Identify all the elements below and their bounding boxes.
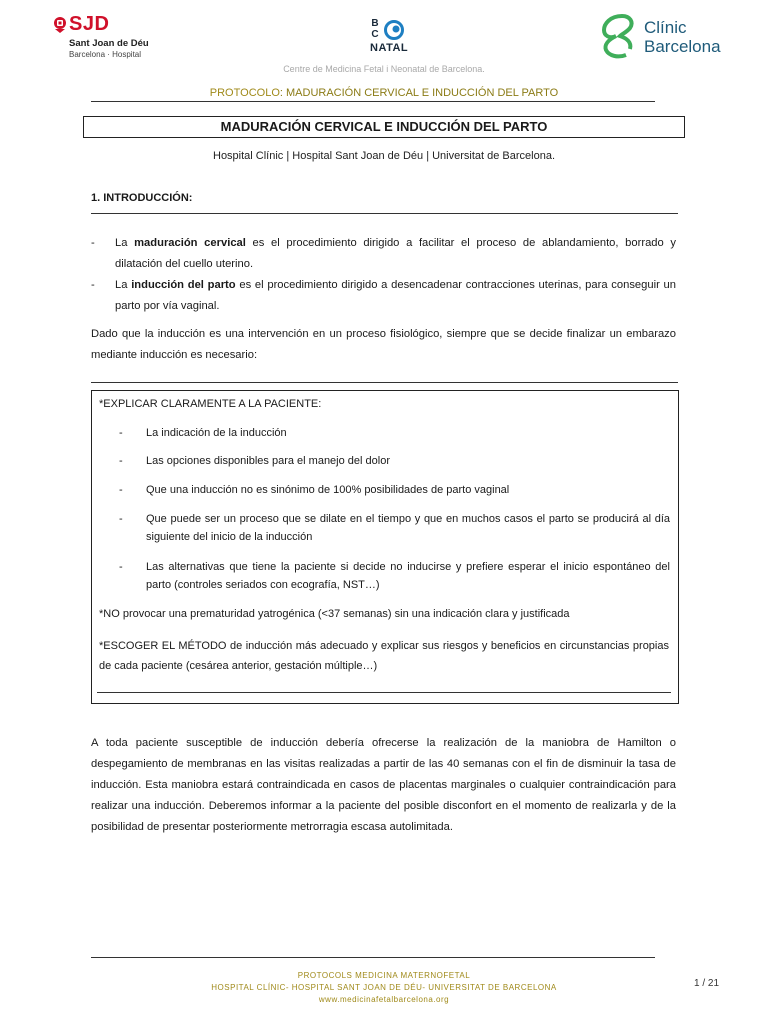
hospitals-line: Hospital Clínic | Hospital Sant Joan de Déu | Universitat de Barcelona.: [213, 150, 555, 162]
checklist-item: Que una inducción no es sinónimo de 100% posibilidades de parto vaginal: [146, 484, 510, 496]
document-title: MADURACIÓN CERVICAL E INDUCCIÓN DEL PARTO: [83, 116, 685, 138]
bcnatal-logo: [366, 18, 426, 58]
footer-line-2: HOSPITAL CLÍNIC- HOSPITAL SANT JOAN DE DÉU- UNIVERSITAT DE BARCELONA: [211, 983, 557, 992]
center-subtitle: Centre de Medicina Fetal i Neonatal de Barcelona.: [283, 64, 485, 74]
intro-rule: [91, 382, 678, 383]
bcnatal-wordmark: NATAL: [370, 42, 409, 54]
patient-explanation-box: [91, 390, 679, 704]
bcnatal-letter-c: C: [371, 29, 379, 40]
definition-term: maduración cervical: [134, 237, 246, 249]
checklist-item: Que puede ser un proceso que se dilate en el tiempo y que en muchos casos el parto se producirá al día siguiente del inicio de la inducción: [146, 513, 670, 543]
dash-marker: -: [119, 484, 123, 496]
bcnatal-eye-icon: [383, 20, 405, 40]
clinic-name: Clínic: [644, 18, 687, 37]
section-rule: [91, 213, 678, 214]
box-note-prematurity: *NO provocar una prematuridad yatrogénica (<37 semanas) sin una indicación clara y justificada: [99, 608, 570, 620]
footer-website-link[interactable]: www.medicinafetalbarcelona.org: [318, 995, 450, 1004]
definition-item: [91, 275, 676, 317]
definition-pre: La: [115, 279, 132, 291]
bcnatal-letter-b: B: [371, 18, 379, 29]
definition-text: [115, 233, 676, 275]
checklist-item: Las opciones disponibles para el manejo del dolor: [146, 455, 390, 467]
checklist-item: La indicación de la inducción: [146, 427, 287, 439]
clinic-city: Barcelona: [644, 37, 721, 56]
box-inner-rule: [97, 692, 671, 693]
intro-paragraph: Dado que la inducción es una intervención en un proceso fisiológico, siempre que se decide finalizar un embarazo mediante inducción es necesario:: [91, 328, 676, 361]
dash-marker: -: [119, 427, 123, 439]
clinic-logo: [600, 12, 740, 62]
protocol-title: MADURACIÓN CERVICAL E INDUCCIÓN DEL PARTO: [286, 87, 559, 99]
section-heading: 1. INTRODUCCIÓN:: [91, 192, 193, 204]
protocol-separator: :: [279, 87, 286, 99]
sjd-logo: [52, 14, 162, 62]
definition-pre: La: [115, 237, 135, 249]
sjd-emblem-icon: [52, 16, 68, 34]
protocol-prefix: PROTOCOLO: [209, 87, 280, 99]
sjd-name: Sant Joan de Déu: [69, 38, 149, 49]
definition-text: [115, 275, 676, 317]
box-heading: *EXPLICAR CLARAMENTE A LA PACIENTE:: [99, 398, 322, 410]
footer-line-1: PROTOCOLS MEDICINA MATERNOFETAL: [297, 971, 471, 980]
definition-item: [91, 233, 676, 275]
dash-marker: -: [91, 237, 95, 249]
dash-marker: -: [119, 513, 123, 525]
hamilton-paragraph: A toda paciente susceptible de inducción debería ofrecerse la realización de la maniobra de Hamilton o despegamiento de membranas en las visitas realizadas a partir de las 40 semanas con el fin de disminuir la tasa de inducción. Esta maniobra estará contraindicada en casos de placentas marginales o cualquier contraindicación para realizar una inducción. Deberemos informar a la paciente del posible disconfort en el momento de realizarla y de la posibilidad de presentar posteriormente metrorragia escasa autolimitada.: [91, 737, 676, 833]
box-note-method: *ESCOGER EL MÉTODO de inducción más adecuado y explicar sus riesgos y beneficios en circunstancias propias de cada paciente (cesárea anterior, gestación múltiple…): [99, 640, 669, 672]
definition-term: inducción del parto: [131, 279, 236, 291]
footer-rule: [91, 957, 655, 958]
page-number: 1 / 21: [694, 978, 720, 989]
clinic-mark-icon: [600, 12, 638, 60]
dash-marker: -: [119, 561, 123, 573]
sjd-wordmark: SJD: [69, 13, 110, 35]
header-rule: [91, 101, 655, 102]
bcnatal-letters: [370, 18, 380, 40]
definition-body: es el procedimiento dirigido a facilitar el proceso de ablandamiento, borrado y dilatación del cuello uterino.: [115, 237, 676, 270]
definition-body: es el procedimiento dirigido a desencadenar contracciones uterinas, para conseguir un parto por vía vaginal.: [115, 279, 676, 312]
sjd-subtitle: Barcelona · Hospital: [69, 50, 142, 59]
dash-marker: -: [91, 279, 95, 291]
dash-marker: -: [119, 455, 123, 467]
protocol-header: [0, 87, 768, 99]
checklist-item: Las alternativas que tiene la paciente si decide no inducirse y prefiere esperar el inicio espontáneo del parto (controles seriados con ecografía, NST…): [146, 561, 670, 591]
